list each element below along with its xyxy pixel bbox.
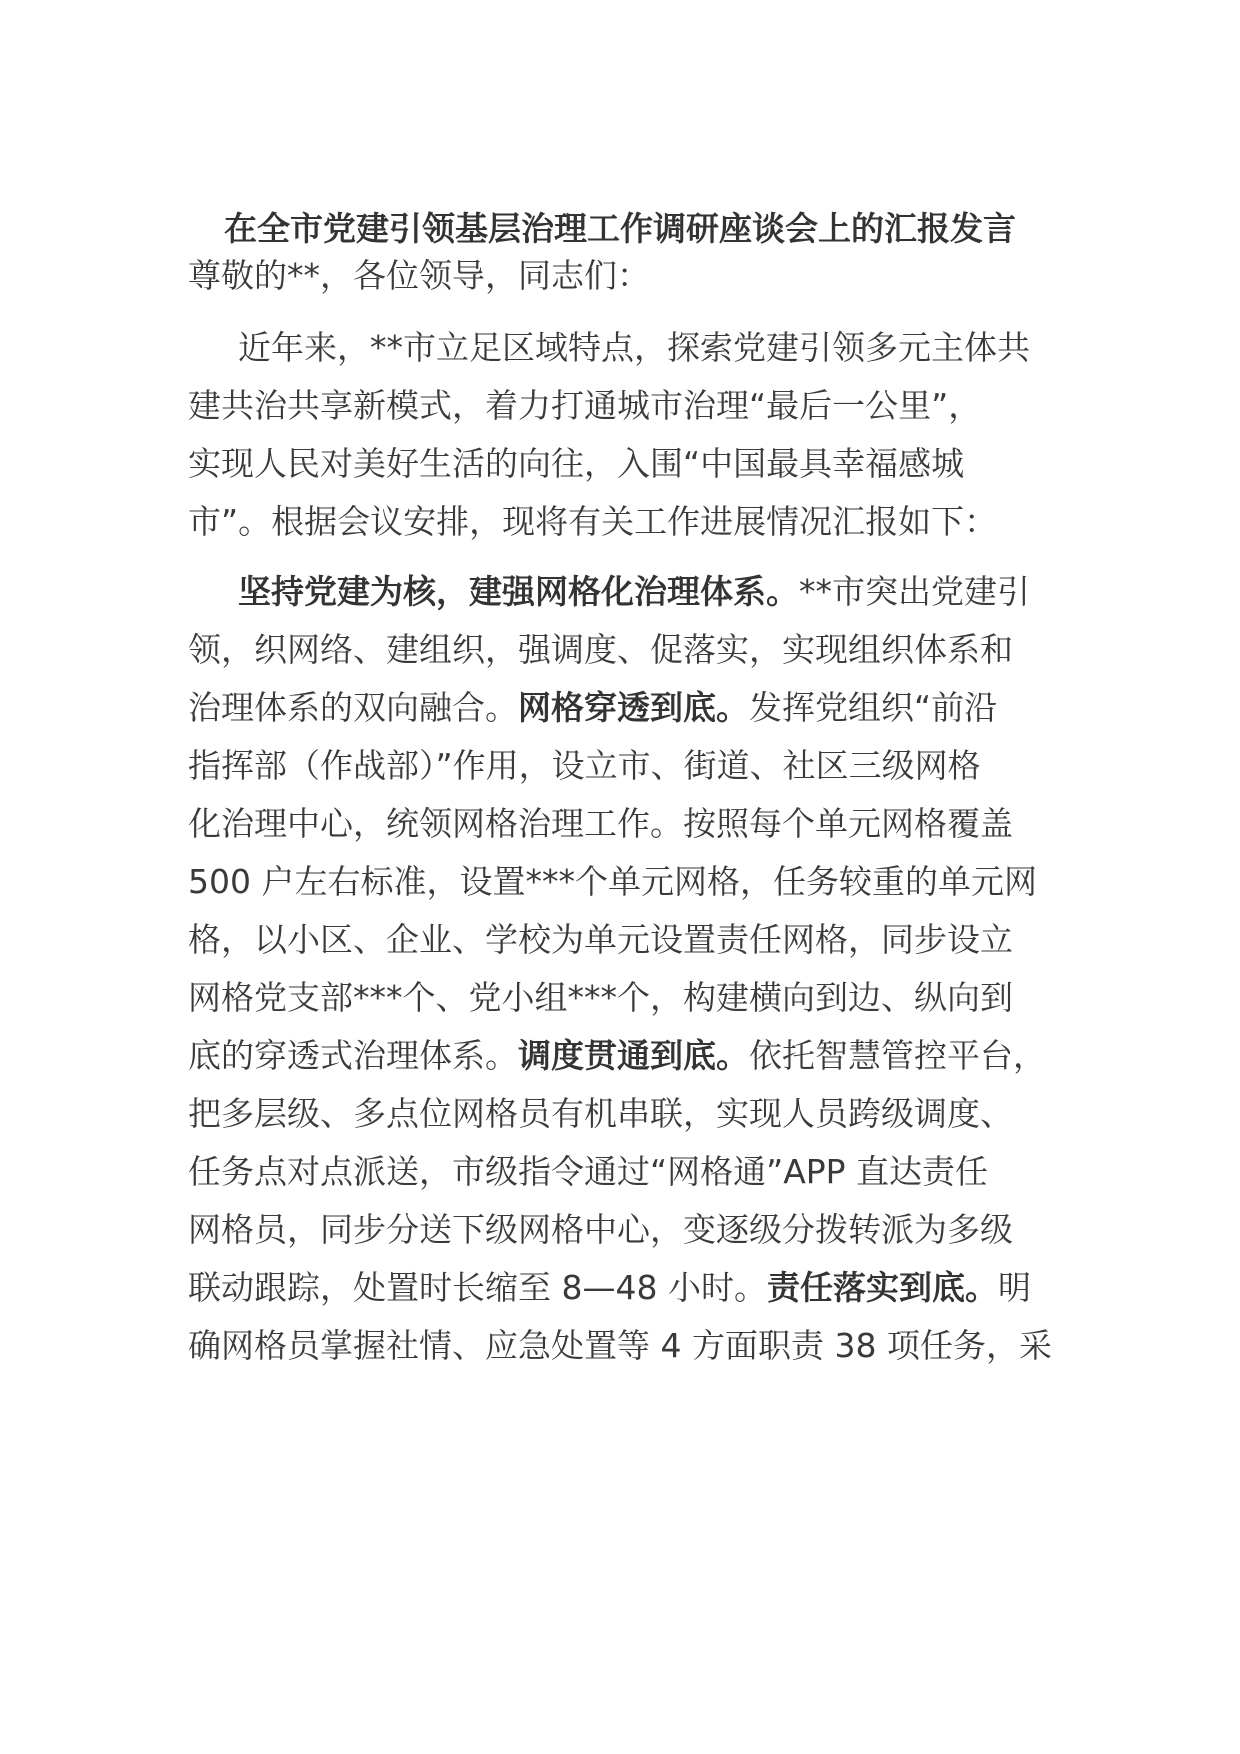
text-run: **市突出党建引 bbox=[799, 572, 1030, 611]
section-heading: 坚持党建为核，建强网格化治理体系。 bbox=[238, 572, 799, 611]
paragraph-2-line-5: 化治理中心，统领网格治理工作。按照每个单元网格覆盖 bbox=[188, 804, 1013, 843]
text-run: 治理体系的双向融合。 bbox=[188, 688, 518, 727]
salutation: 尊敬的**，各位领导，同志们： bbox=[188, 256, 650, 295]
paragraph-2-line-6: 500 户左右标准，设置***个单元网格，任务较重的单元网 bbox=[188, 862, 1037, 901]
paragraph-2-line-8: 网格党支部***个、党小组***个，构建横向到边、纵向到 bbox=[188, 978, 1013, 1017]
paragraph-2-line-12: 网格员，同步分送下级网格中心，变逐级分拨转派为多级 bbox=[188, 1210, 1013, 1249]
text-run: 发挥党组织“前沿 bbox=[749, 688, 998, 727]
paragraph-2-line-14: 确网格员掌握社情、应急处置等 4 方面职责 38 项任务，采 bbox=[188, 1326, 1052, 1365]
paragraph-2-line-10: 把多层级、多点位网格员有机串联，实现人员跨级调度、 bbox=[188, 1094, 1013, 1133]
subheading-grid-penetration: 网格穿透到底。 bbox=[518, 688, 749, 727]
text-run: 明 bbox=[997, 1268, 1031, 1307]
subheading-dispatch: 调度贯通到底。 bbox=[518, 1036, 749, 1075]
paragraph-2-line-2: 领，织网络、建组织，强调度、促落实，实现组织体系和 bbox=[188, 630, 1013, 669]
text-run: 依托智慧管控平台， bbox=[749, 1036, 1046, 1075]
paragraph-2-line-7: 格，以小区、企业、学校为单元设置责任网格，同步设立 bbox=[188, 920, 1013, 959]
document-title: 在全市党建引领基层治理工作调研座谈会上的汇报发言 bbox=[224, 209, 1016, 248]
paragraph-1-line-1: 近年来，**市立足区域特点，探索党建引领多元主体共 bbox=[238, 328, 1030, 367]
paragraph-2-line-13 bbox=[188, 1264, 1031, 1312]
text-run: 联动跟踪，处置时长缩至 8—48 小时。 bbox=[188, 1268, 767, 1307]
paragraph-1-line-3: 实现人民对美好生活的向往，入围“中国最具幸福感城 bbox=[188, 444, 965, 483]
subheading-responsibility: 责任落实到底。 bbox=[766, 1268, 998, 1307]
paragraph-2-line-4: 指挥部（作战部）”作用，设立市、街道、社区三级网格 bbox=[188, 746, 981, 785]
paragraph-2-line-1 bbox=[238, 568, 1030, 616]
paragraph-1-line-4: 市”。根据会议安排，现将有关工作进展情况汇报如下： bbox=[188, 502, 998, 541]
paragraph-2-line-3 bbox=[188, 684, 997, 732]
paragraph-1-line-2: 建共治共享新模式，着力打通城市治理“最后一公里”， bbox=[188, 386, 982, 425]
paragraph-2-line-9 bbox=[188, 1032, 1046, 1080]
paragraph-2-line-11: 任务点对点派送，市级指令通过“网格通”APP 直达责任 bbox=[188, 1152, 989, 1191]
text-run: 底的穿透式治理体系。 bbox=[188, 1036, 518, 1075]
